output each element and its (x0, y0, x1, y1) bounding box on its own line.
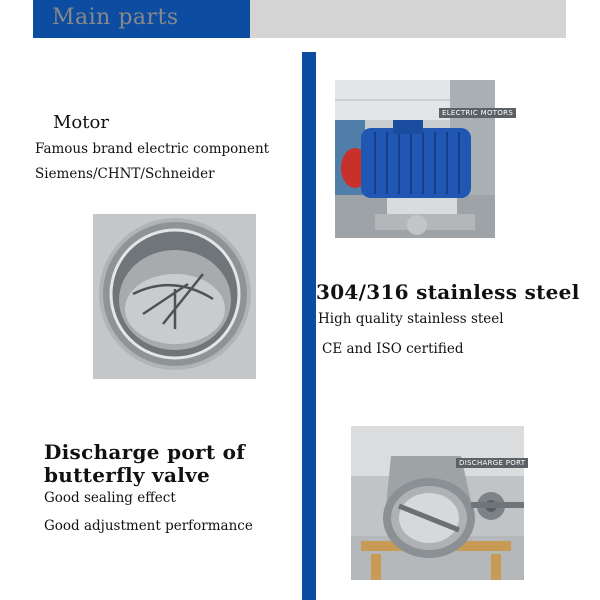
discharge-title-line-2: butterfly valve (44, 463, 211, 487)
motor-photo-label: ELECTRIC MOTORS (439, 108, 516, 118)
header-gray-bar (250, 0, 566, 38)
discharge-line-2: Good adjustment performance (44, 518, 253, 534)
steel-drum-photo (93, 214, 256, 379)
discharge-title-line-1: Discharge port of (44, 440, 246, 464)
steel-line-2: CE and ISO certified (322, 341, 464, 357)
center-divider (302, 52, 316, 600)
discharge-photo-label: DISCHARGE PORT (456, 458, 528, 468)
motor-line-1: Famous brand electric component (35, 141, 270, 157)
steel-line-1: High quality stainless steel (318, 311, 504, 327)
page-title: Main parts (52, 5, 179, 30)
motor-title: Motor (53, 112, 109, 133)
discharge-line-1: Good sealing effect (44, 490, 176, 506)
motor-line-2: Siemens/CHNT/Schneider (35, 166, 215, 182)
steel-title: 304/316 stainless steel (316, 280, 580, 304)
discharge-port-photo (351, 426, 524, 580)
motor-photo (335, 80, 514, 238)
